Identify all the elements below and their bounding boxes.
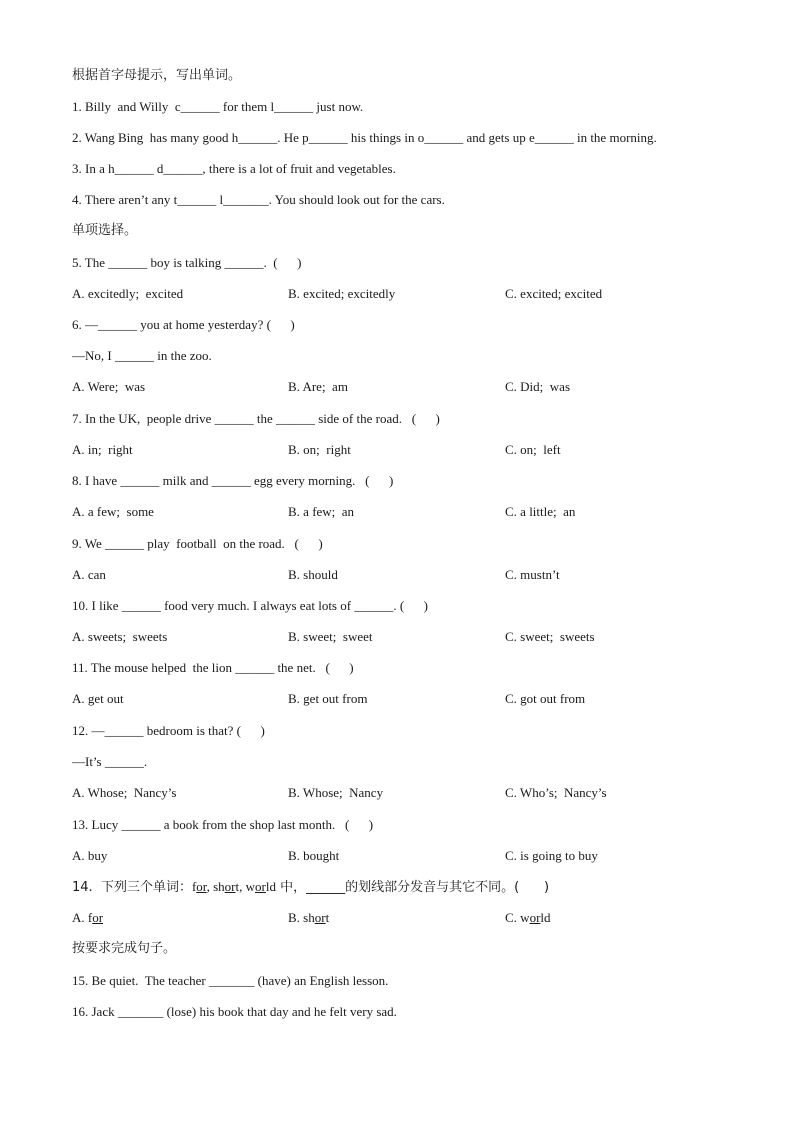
option-b[interactable]: B. get out from [288,691,368,706]
question-8-stem: 8. I have ______ milk and ______ egg every morning. ( ) [72,473,394,488]
question-14-stem [72,877,754,897]
q14-prefix: 14. 下列三个单词： [72,880,192,895]
question-10-stem: 10. I like ______ food very much. I always eat lots of ______. ( ) [72,598,428,613]
option-b[interactable]: B. on; right [288,442,351,457]
word-world-start: w [245,879,256,894]
question-5-options [72,284,754,304]
question-9-stem: 9. We ______ play football on the road. ( ) [72,536,323,551]
option-a[interactable]: A. a few; some [72,504,154,519]
word-short-start: sh [213,879,225,894]
question-7-stem: 7. In the UK, people drive ______ the ______ side of the road. ( ) [72,411,440,426]
question-4: 4. There aren’t any t______ l_______. You should look out for the cars. [72,192,445,207]
word-short-underlined: or [224,879,236,894]
option-b[interactable]: B. bought [288,848,340,863]
option-a[interactable]: A. in; right [72,442,133,457]
question-1: 1. Billy and Willy c______ for them l______ just now. [72,99,364,114]
q14-suffix: 中，______的划线部分发音与其它不同。( ) [276,880,550,895]
option-a[interactable]: A. Whose; Nancy’s [72,785,177,800]
option-c[interactable]: C. mustn’t [505,567,560,582]
question-12-reply: —It’s ______. [72,754,148,769]
option-c[interactable]: C. on; left [505,442,561,457]
section-heading-multiple-choice: 单项选择。 [72,223,138,238]
option-a[interactable]: A. can [72,567,106,582]
option-a[interactable]: A. Were; was [72,379,146,394]
word-world-underlined: or [255,879,266,894]
section-heading-complete-sentences: 按要求完成句子。 [72,941,177,956]
question-14-options [72,908,754,928]
option-a[interactable]: A. sweets; sweets [72,629,168,644]
question-11-options [72,689,754,709]
option-a[interactable]: A. buy [72,848,108,863]
question-2: 2. Wang Bing has many good h______. He p______ his things in o______ and gets up e______ in the morning. [72,130,657,145]
option-b-end: t [325,910,330,925]
option-a[interactable]: A. get out [72,691,124,706]
option-b[interactable]: B. Whose; Nancy [288,785,384,800]
question-11-stem: 11. The mouse helped the lion ______ the net. ( ) [72,660,354,675]
word-world-end: ld [265,879,276,894]
option-c[interactable]: C. sweet; sweets [505,629,595,644]
word-for-start: f [191,879,197,894]
option-a[interactable] [72,908,103,928]
option-b-text: B. sh [288,910,315,925]
option-b-underlined: or [314,910,326,925]
question-13-stem: 13. Lucy ______ a book from the shop last month. ( ) [72,817,374,832]
option-c[interactable]: C. excited; excited [505,286,603,301]
word-for-underlined: or [196,879,207,894]
word-short-end: t [235,879,240,894]
option-c[interactable]: C. got out from [505,691,586,706]
question-7-options [72,440,754,460]
question-6-stem: 6. —______ you at home yesterday? ( ) [72,317,295,332]
question-3: 3. In a h______ d______, there is a lot of fruit and vegetables. [72,161,396,176]
option-a-underlined: or [92,910,104,925]
question-12-stem: 12. —______ bedroom is that? ( ) [72,723,265,738]
question-5-stem: 5. The ______ boy is talking ______. ( ) [72,255,302,270]
option-c[interactable] [505,908,551,928]
option-c[interactable]: C. Did; was [505,379,570,394]
separator: , [206,879,214,894]
question-9-options [72,565,754,585]
section-heading-initial-letters: 根据首字母提示，写出单词。 [72,68,242,83]
option-b[interactable]: B. Are; am [288,379,348,394]
question-12-options [72,783,754,803]
option-c[interactable]: C. Who’s; Nancy’s [505,785,607,800]
option-c-end: ld [540,910,551,925]
question-6-options [72,377,754,397]
option-c[interactable]: C. is going to buy [505,848,598,863]
option-c[interactable]: C. a little; an [505,504,576,519]
option-a[interactable]: A. excitedly; excited [72,286,184,301]
question-15: 15. Be quiet. The teacher _______ (have) an English lesson. [72,973,389,988]
question-13-options [72,846,754,866]
question-8-options [72,502,754,522]
option-c-underlined: or [529,910,541,925]
option-b[interactable]: B. a few; an [288,504,355,519]
question-16: 16. Jack _______ (lose) his book that day and he felt very sad. [72,1004,397,1019]
option-b[interactable]: B. should [288,567,338,582]
option-c-text: C. w [505,910,530,925]
option-b[interactable]: B. sweet; sweet [288,629,373,644]
option-b[interactable]: B. excited; excitedly [288,286,396,301]
separator: , [239,879,246,894]
option-a-text: A. f [72,910,93,925]
question-6-reply: —No, I ______ in the zoo. [72,348,212,363]
option-b[interactable] [288,908,329,928]
question-10-options [72,627,754,647]
